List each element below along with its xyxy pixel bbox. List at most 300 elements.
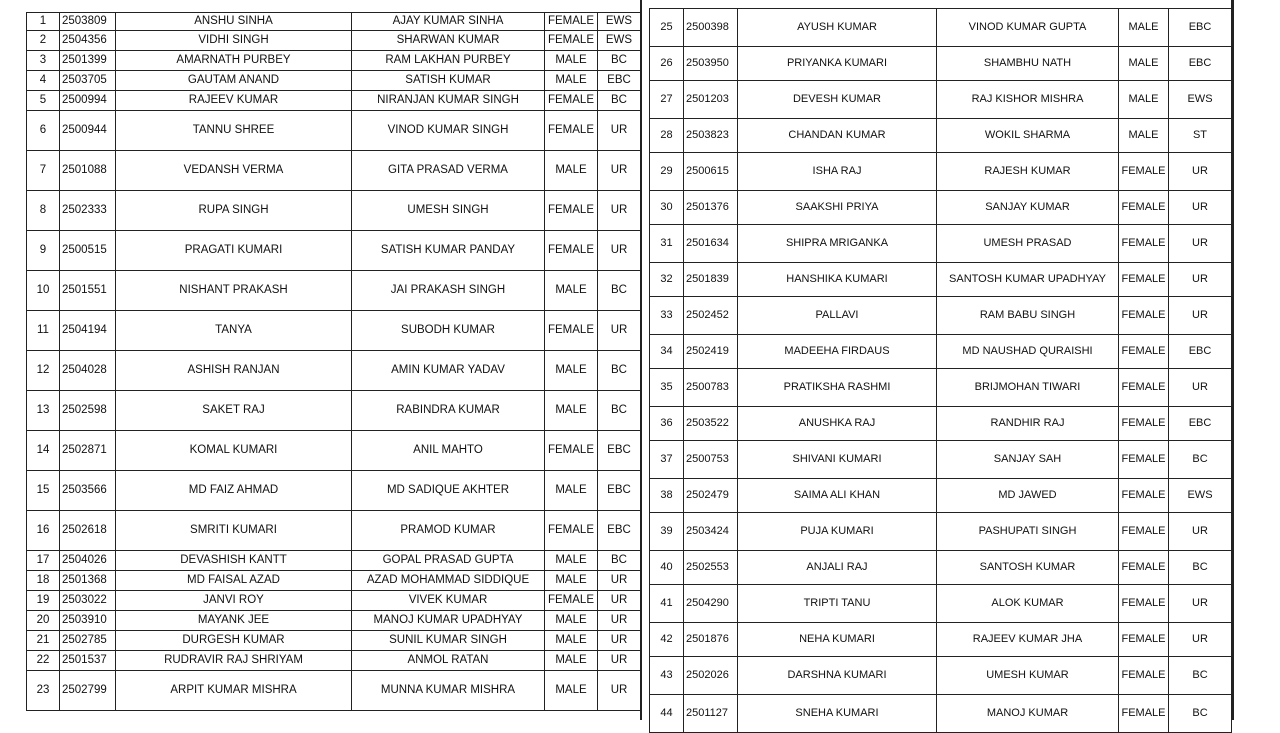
category-cell: BC xyxy=(598,551,641,571)
gender-cell: FEMALE xyxy=(1119,479,1169,513)
serial-cell: 34 xyxy=(650,335,684,369)
category-cell: UR xyxy=(598,311,641,351)
serial-cell: 33 xyxy=(650,297,684,335)
category-cell: UR xyxy=(1169,513,1232,551)
serial-cell: 30 xyxy=(650,191,684,225)
table-row xyxy=(27,231,641,271)
category-cell: UR xyxy=(598,671,641,711)
serial-cell: 32 xyxy=(650,263,684,297)
father-name-cell: MANOJ KUMAR xyxy=(937,695,1119,733)
gender-cell: MALE xyxy=(545,611,598,631)
roll-cell: 2500994 xyxy=(60,91,116,111)
category-cell: UR xyxy=(598,191,641,231)
name-cell: TRIPTI TANU xyxy=(738,585,937,623)
gender-cell: MALE xyxy=(545,671,598,711)
roll-cell: 2502618 xyxy=(60,511,116,551)
father-name-cell: GITA PRASAD VERMA xyxy=(352,151,545,191)
serial-cell: 21 xyxy=(27,631,60,651)
roll-cell: 2501876 xyxy=(684,623,738,657)
name-cell: NISHANT PRAKASH xyxy=(116,271,352,311)
name-cell: JANVI ROY xyxy=(116,591,352,611)
category-cell: EWS xyxy=(598,31,641,51)
table-row xyxy=(27,611,641,631)
gender-cell: MALE xyxy=(545,651,598,671)
gender-cell: FEMALE xyxy=(1119,263,1169,297)
name-cell: SAIMA ALI KHAN xyxy=(738,479,937,513)
name-cell: DEVESH KUMAR xyxy=(738,81,937,119)
gender-cell: FEMALE xyxy=(1119,297,1169,335)
category-cell: BC xyxy=(1169,657,1232,695)
name-cell: ISHA RAJ xyxy=(738,153,937,191)
gender-cell: FEMALE xyxy=(1119,623,1169,657)
father-name-cell: RAM LAKHAN PURBEY xyxy=(352,51,545,71)
serial-cell: 4 xyxy=(27,71,60,91)
father-name-cell: AZAD MOHAMMAD SIDDIQUE xyxy=(352,571,545,591)
roll-cell: 2501088 xyxy=(60,151,116,191)
gender-cell: MALE xyxy=(545,71,598,91)
father-name-cell: SANJAY SAH xyxy=(937,441,1119,479)
category-cell: UR xyxy=(1169,225,1232,263)
category-cell: EBC xyxy=(1169,407,1232,441)
left-results-table xyxy=(26,12,641,711)
roll-cell: 2501839 xyxy=(684,263,738,297)
name-cell: PRIYANKA KUMARI xyxy=(738,47,937,81)
name-cell: TANNU SHREE xyxy=(116,111,352,151)
roll-cell: 2503823 xyxy=(684,119,738,153)
roll-cell: 2502333 xyxy=(60,191,116,231)
roll-cell: 2501127 xyxy=(684,695,738,733)
right-border-line xyxy=(1231,0,1234,720)
category-cell: ST xyxy=(1169,119,1232,153)
father-name-cell: SHARWAN KUMAR xyxy=(352,31,545,51)
father-name-cell: UMESH SINGH xyxy=(352,191,545,231)
category-cell: UR xyxy=(598,571,641,591)
table-row xyxy=(27,151,641,191)
serial-cell: 17 xyxy=(27,551,60,571)
table-row xyxy=(27,311,641,351)
serial-cell: 29 xyxy=(650,153,684,191)
table-row xyxy=(650,585,1232,623)
roll-cell: 2500944 xyxy=(60,111,116,151)
table-row xyxy=(27,471,641,511)
category-cell: EWS xyxy=(1169,479,1232,513)
table-row xyxy=(27,191,641,231)
father-name-cell: PRAMOD KUMAR xyxy=(352,511,545,551)
serial-cell: 19 xyxy=(27,591,60,611)
gender-cell: MALE xyxy=(1119,119,1169,153)
roll-cell: 2501203 xyxy=(684,81,738,119)
name-cell: MADEEHA FIRDAUS xyxy=(738,335,937,369)
category-cell: EBC xyxy=(598,71,641,91)
table-row xyxy=(27,431,641,471)
serial-cell: 41 xyxy=(650,585,684,623)
name-cell: ANSHU SINHA xyxy=(116,13,352,31)
serial-cell: 2 xyxy=(27,31,60,51)
table-row xyxy=(27,111,641,151)
name-cell: DARSHNA KUMARI xyxy=(738,657,937,695)
name-cell: VEDANSH VERMA xyxy=(116,151,352,191)
roll-cell: 2503910 xyxy=(60,611,116,631)
table-row xyxy=(650,479,1232,513)
serial-cell: 9 xyxy=(27,231,60,271)
gender-cell: FEMALE xyxy=(1119,335,1169,369)
father-name-cell: MD JAWED xyxy=(937,479,1119,513)
category-cell: BC xyxy=(598,351,641,391)
roll-cell: 2503705 xyxy=(60,71,116,91)
category-cell: EBC xyxy=(1169,335,1232,369)
name-cell: GAUTAM ANAND xyxy=(116,71,352,91)
gender-cell: FEMALE xyxy=(545,311,598,351)
name-cell: MD FAIZ AHMAD xyxy=(116,471,352,511)
gender-cell: FEMALE xyxy=(545,31,598,51)
roll-cell: 2504028 xyxy=(60,351,116,391)
serial-cell: 15 xyxy=(27,471,60,511)
serial-cell: 11 xyxy=(27,311,60,351)
table-row xyxy=(650,657,1232,695)
serial-cell: 39 xyxy=(650,513,684,551)
gender-cell: FEMALE xyxy=(1119,551,1169,585)
roll-cell: 2503522 xyxy=(684,407,738,441)
father-name-cell: NIRANJAN KUMAR SINGH xyxy=(352,91,545,111)
right-results-table xyxy=(649,8,1232,733)
roll-cell: 2503022 xyxy=(60,591,116,611)
gender-cell: FEMALE xyxy=(1119,225,1169,263)
roll-cell: 2503950 xyxy=(684,47,738,81)
table-row xyxy=(650,695,1232,733)
table-row xyxy=(27,511,641,551)
category-cell: BC xyxy=(598,271,641,311)
gender-cell: MALE xyxy=(545,631,598,651)
gender-cell: FEMALE xyxy=(545,111,598,151)
roll-cell: 2500753 xyxy=(684,441,738,479)
serial-cell: 6 xyxy=(27,111,60,151)
name-cell: RUPA SINGH xyxy=(116,191,352,231)
roll-cell: 2502026 xyxy=(684,657,738,695)
category-cell: BC xyxy=(1169,441,1232,479)
father-name-cell: ANMOL RATAN xyxy=(352,651,545,671)
serial-cell: 28 xyxy=(650,119,684,153)
page-divider xyxy=(640,0,642,720)
table-row xyxy=(27,631,641,651)
serial-cell: 36 xyxy=(650,407,684,441)
table-row xyxy=(650,81,1232,119)
gender-cell: FEMALE xyxy=(1119,191,1169,225)
serial-cell: 22 xyxy=(27,651,60,671)
gender-cell: MALE xyxy=(545,271,598,311)
gender-cell: MALE xyxy=(545,51,598,71)
name-cell: SAKET RAJ xyxy=(116,391,352,431)
serial-cell: 13 xyxy=(27,391,60,431)
name-cell: SMRITI KUMARI xyxy=(116,511,352,551)
gender-cell: FEMALE xyxy=(1119,441,1169,479)
table-row xyxy=(27,591,641,611)
table-row xyxy=(27,551,641,571)
father-name-cell: SHAMBHU NATH xyxy=(937,47,1119,81)
serial-cell: 40 xyxy=(650,551,684,585)
category-cell: BC xyxy=(598,51,641,71)
name-cell: VIDHI SINGH xyxy=(116,31,352,51)
roll-cell: 2502479 xyxy=(684,479,738,513)
right-table-body xyxy=(650,9,1232,733)
gender-cell: FEMALE xyxy=(545,13,598,31)
gender-cell: MALE xyxy=(545,391,598,431)
table-row xyxy=(27,91,641,111)
table-row xyxy=(650,263,1232,297)
category-cell: UR xyxy=(598,151,641,191)
gender-cell: FEMALE xyxy=(545,511,598,551)
category-cell: BC xyxy=(598,91,641,111)
gender-cell: FEMALE xyxy=(1119,695,1169,733)
name-cell: PRATIKSHA RASHMI xyxy=(738,369,937,407)
name-cell: MD FAISAL AZAD xyxy=(116,571,352,591)
table-row xyxy=(27,571,641,591)
gender-cell: MALE xyxy=(545,471,598,511)
roll-cell: 2501551 xyxy=(60,271,116,311)
roll-cell: 2503566 xyxy=(60,471,116,511)
category-cell: UR xyxy=(1169,623,1232,657)
father-name-cell: MUNNA KUMAR MISHRA xyxy=(352,671,545,711)
gender-cell: FEMALE xyxy=(1119,513,1169,551)
roll-cell: 2504290 xyxy=(684,585,738,623)
roll-cell: 2502598 xyxy=(60,391,116,431)
roll-cell: 2501376 xyxy=(684,191,738,225)
category-cell: BC xyxy=(598,391,641,431)
roll-cell: 2502553 xyxy=(684,551,738,585)
father-name-cell: VINOD KUMAR GUPTA xyxy=(937,9,1119,47)
roll-cell: 2503424 xyxy=(684,513,738,551)
father-name-cell: RANDHIR RAJ xyxy=(937,407,1119,441)
name-cell: KOMAL KUMARI xyxy=(116,431,352,471)
category-cell: UR xyxy=(1169,585,1232,623)
serial-cell: 43 xyxy=(650,657,684,695)
gender-cell: FEMALE xyxy=(1119,153,1169,191)
name-cell: ANJALI RAJ xyxy=(738,551,937,585)
table-row xyxy=(27,271,641,311)
father-name-cell: RAJEEV KUMAR JHA xyxy=(937,623,1119,657)
father-name-cell: UMESH PRASAD xyxy=(937,225,1119,263)
gender-cell: MALE xyxy=(1119,47,1169,81)
father-name-cell: SUNIL KUMAR SINGH xyxy=(352,631,545,651)
category-cell: UR xyxy=(598,231,641,271)
category-cell: UR xyxy=(598,651,641,671)
father-name-cell: SATISH KUMAR xyxy=(352,71,545,91)
name-cell: RAJEEV KUMAR xyxy=(116,91,352,111)
table-row xyxy=(650,119,1232,153)
name-cell: CHANDAN KUMAR xyxy=(738,119,937,153)
category-cell: UR xyxy=(1169,191,1232,225)
table-row xyxy=(650,297,1232,335)
father-name-cell: RAJESH KUMAR xyxy=(937,153,1119,191)
category-cell: BC xyxy=(1169,695,1232,733)
name-cell: PUJA KUMARI xyxy=(738,513,937,551)
father-name-cell: WOKIL SHARMA xyxy=(937,119,1119,153)
table-row xyxy=(27,651,641,671)
name-cell: SHIVANI KUMARI xyxy=(738,441,937,479)
gender-cell: FEMALE xyxy=(1119,657,1169,695)
roll-cell: 2504026 xyxy=(60,551,116,571)
left-table-body xyxy=(27,13,641,711)
father-name-cell: AJAY KUMAR SINHA xyxy=(352,13,545,31)
category-cell: EWS xyxy=(1169,81,1232,119)
roll-cell: 2500783 xyxy=(684,369,738,407)
roll-cell: 2501537 xyxy=(60,651,116,671)
table-row xyxy=(650,153,1232,191)
table-row xyxy=(27,71,641,91)
gender-cell: MALE xyxy=(1119,81,1169,119)
table-row xyxy=(650,47,1232,81)
father-name-cell: JAI PRAKASH SINGH xyxy=(352,271,545,311)
gender-cell: MALE xyxy=(545,551,598,571)
roll-cell: 2502419 xyxy=(684,335,738,369)
father-name-cell: MANOJ KUMAR UPADHYAY xyxy=(352,611,545,631)
serial-cell: 31 xyxy=(650,225,684,263)
name-cell: PRAGATI KUMARI xyxy=(116,231,352,271)
category-cell: UR xyxy=(598,111,641,151)
table-row xyxy=(650,551,1232,585)
category-cell: EBC xyxy=(598,431,641,471)
name-cell: ASHISH RANJAN xyxy=(116,351,352,391)
serial-cell: 10 xyxy=(27,271,60,311)
name-cell: DURGESH KUMAR xyxy=(116,631,352,651)
gender-cell: MALE xyxy=(545,151,598,191)
father-name-cell: ALOK KUMAR xyxy=(937,585,1119,623)
category-cell: UR xyxy=(1169,263,1232,297)
table-row xyxy=(27,671,641,711)
roll-cell: 2502871 xyxy=(60,431,116,471)
serial-cell: 12 xyxy=(27,351,60,391)
name-cell: HANSHIKA KUMARI xyxy=(738,263,937,297)
serial-cell: 42 xyxy=(650,623,684,657)
gender-cell: FEMALE xyxy=(545,191,598,231)
roll-cell: 2501399 xyxy=(60,51,116,71)
table-row xyxy=(27,31,641,51)
father-name-cell: VINOD KUMAR SINGH xyxy=(352,111,545,151)
father-name-cell: GOPAL PRASAD GUPTA xyxy=(352,551,545,571)
gender-cell: FEMALE xyxy=(1119,407,1169,441)
gender-cell: FEMALE xyxy=(545,591,598,611)
table-row xyxy=(650,369,1232,407)
gender-cell: FEMALE xyxy=(545,91,598,111)
table-row xyxy=(650,623,1232,657)
table-row xyxy=(650,513,1232,551)
serial-cell: 14 xyxy=(27,431,60,471)
gender-cell: MALE xyxy=(545,571,598,591)
name-cell: PALLAVI xyxy=(738,297,937,335)
roll-cell: 2500615 xyxy=(684,153,738,191)
roll-cell: 2504356 xyxy=(60,31,116,51)
serial-cell: 44 xyxy=(650,695,684,733)
father-name-cell: RAJ KISHOR MISHRA xyxy=(937,81,1119,119)
gender-cell: FEMALE xyxy=(545,431,598,471)
table-row xyxy=(650,407,1232,441)
category-cell: UR xyxy=(598,611,641,631)
category-cell: EWS xyxy=(598,13,641,31)
serial-cell: 23 xyxy=(27,671,60,711)
father-name-cell: SANTOSH KUMAR UPADHYAY xyxy=(937,263,1119,297)
father-name-cell: SUBODH KUMAR xyxy=(352,311,545,351)
father-name-cell: MD NAUSHAD QURAISHI xyxy=(937,335,1119,369)
name-cell: ANUSHKA RAJ xyxy=(738,407,937,441)
category-cell: EBC xyxy=(598,471,641,511)
father-name-cell: ANIL MAHTO xyxy=(352,431,545,471)
father-name-cell: BRIJMOHAN TIWARI xyxy=(937,369,1119,407)
father-name-cell: VIVEK KUMAR xyxy=(352,591,545,611)
serial-cell: 37 xyxy=(650,441,684,479)
serial-cell: 16 xyxy=(27,511,60,551)
roll-cell: 2501634 xyxy=(684,225,738,263)
name-cell: AYUSH KUMAR xyxy=(738,9,937,47)
roll-cell: 2503809 xyxy=(60,13,116,31)
category-cell: EBC xyxy=(1169,9,1232,47)
table-row xyxy=(27,351,641,391)
gender-cell: FEMALE xyxy=(545,231,598,271)
roll-cell: 2502452 xyxy=(684,297,738,335)
table-row xyxy=(27,13,641,31)
serial-cell: 27 xyxy=(650,81,684,119)
category-cell: UR xyxy=(1169,369,1232,407)
category-cell: EBC xyxy=(1169,47,1232,81)
roll-cell: 2504194 xyxy=(60,311,116,351)
father-name-cell: SATISH KUMAR PANDAY xyxy=(352,231,545,271)
roll-cell: 2502799 xyxy=(60,671,116,711)
father-name-cell: MD SADIQUE AKHTER xyxy=(352,471,545,511)
roll-cell: 2500515 xyxy=(60,231,116,271)
name-cell: TANYA xyxy=(116,311,352,351)
serial-cell: 18 xyxy=(27,571,60,591)
roll-cell: 2502785 xyxy=(60,631,116,651)
gender-cell: FEMALE xyxy=(1119,585,1169,623)
gender-cell: MALE xyxy=(1119,9,1169,47)
father-name-cell: SANJAY KUMAR xyxy=(937,191,1119,225)
table-row xyxy=(27,391,641,431)
serial-cell: 26 xyxy=(650,47,684,81)
name-cell: SHIPRA MRIGANKA xyxy=(738,225,937,263)
father-name-cell: RAM BABU SINGH xyxy=(937,297,1119,335)
table-row xyxy=(650,225,1232,263)
father-name-cell: RABINDRA KUMAR xyxy=(352,391,545,431)
name-cell: DEVASHISH KANTT xyxy=(116,551,352,571)
category-cell: UR xyxy=(598,591,641,611)
name-cell: NEHA KUMARI xyxy=(738,623,937,657)
name-cell: SNEHA KUMARI xyxy=(738,695,937,733)
serial-cell: 7 xyxy=(27,151,60,191)
father-name-cell: PASHUPATI SINGH xyxy=(937,513,1119,551)
gender-cell: FEMALE xyxy=(1119,369,1169,407)
serial-cell: 8 xyxy=(27,191,60,231)
name-cell: SAAKSHI PRIYA xyxy=(738,191,937,225)
serial-cell: 20 xyxy=(27,611,60,631)
table-row xyxy=(650,191,1232,225)
father-name-cell: SANTOSH KUMAR xyxy=(937,551,1119,585)
name-cell: RUDRAVIR RAJ SHRIYAM xyxy=(116,651,352,671)
serial-cell: 35 xyxy=(650,369,684,407)
table-row xyxy=(650,9,1232,47)
serial-cell: 38 xyxy=(650,479,684,513)
table-row xyxy=(650,335,1232,369)
table-row xyxy=(27,51,641,71)
roll-cell: 2501368 xyxy=(60,571,116,591)
category-cell: UR xyxy=(598,631,641,651)
gender-cell: MALE xyxy=(545,351,598,391)
father-name-cell: UMESH KUMAR xyxy=(937,657,1119,695)
category-cell: UR xyxy=(1169,153,1232,191)
serial-cell: 1 xyxy=(27,13,60,31)
category-cell: UR xyxy=(1169,297,1232,335)
roll-cell: 2500398 xyxy=(684,9,738,47)
serial-cell: 25 xyxy=(650,9,684,47)
name-cell: AMARNATH PURBEY xyxy=(116,51,352,71)
category-cell: EBC xyxy=(598,511,641,551)
